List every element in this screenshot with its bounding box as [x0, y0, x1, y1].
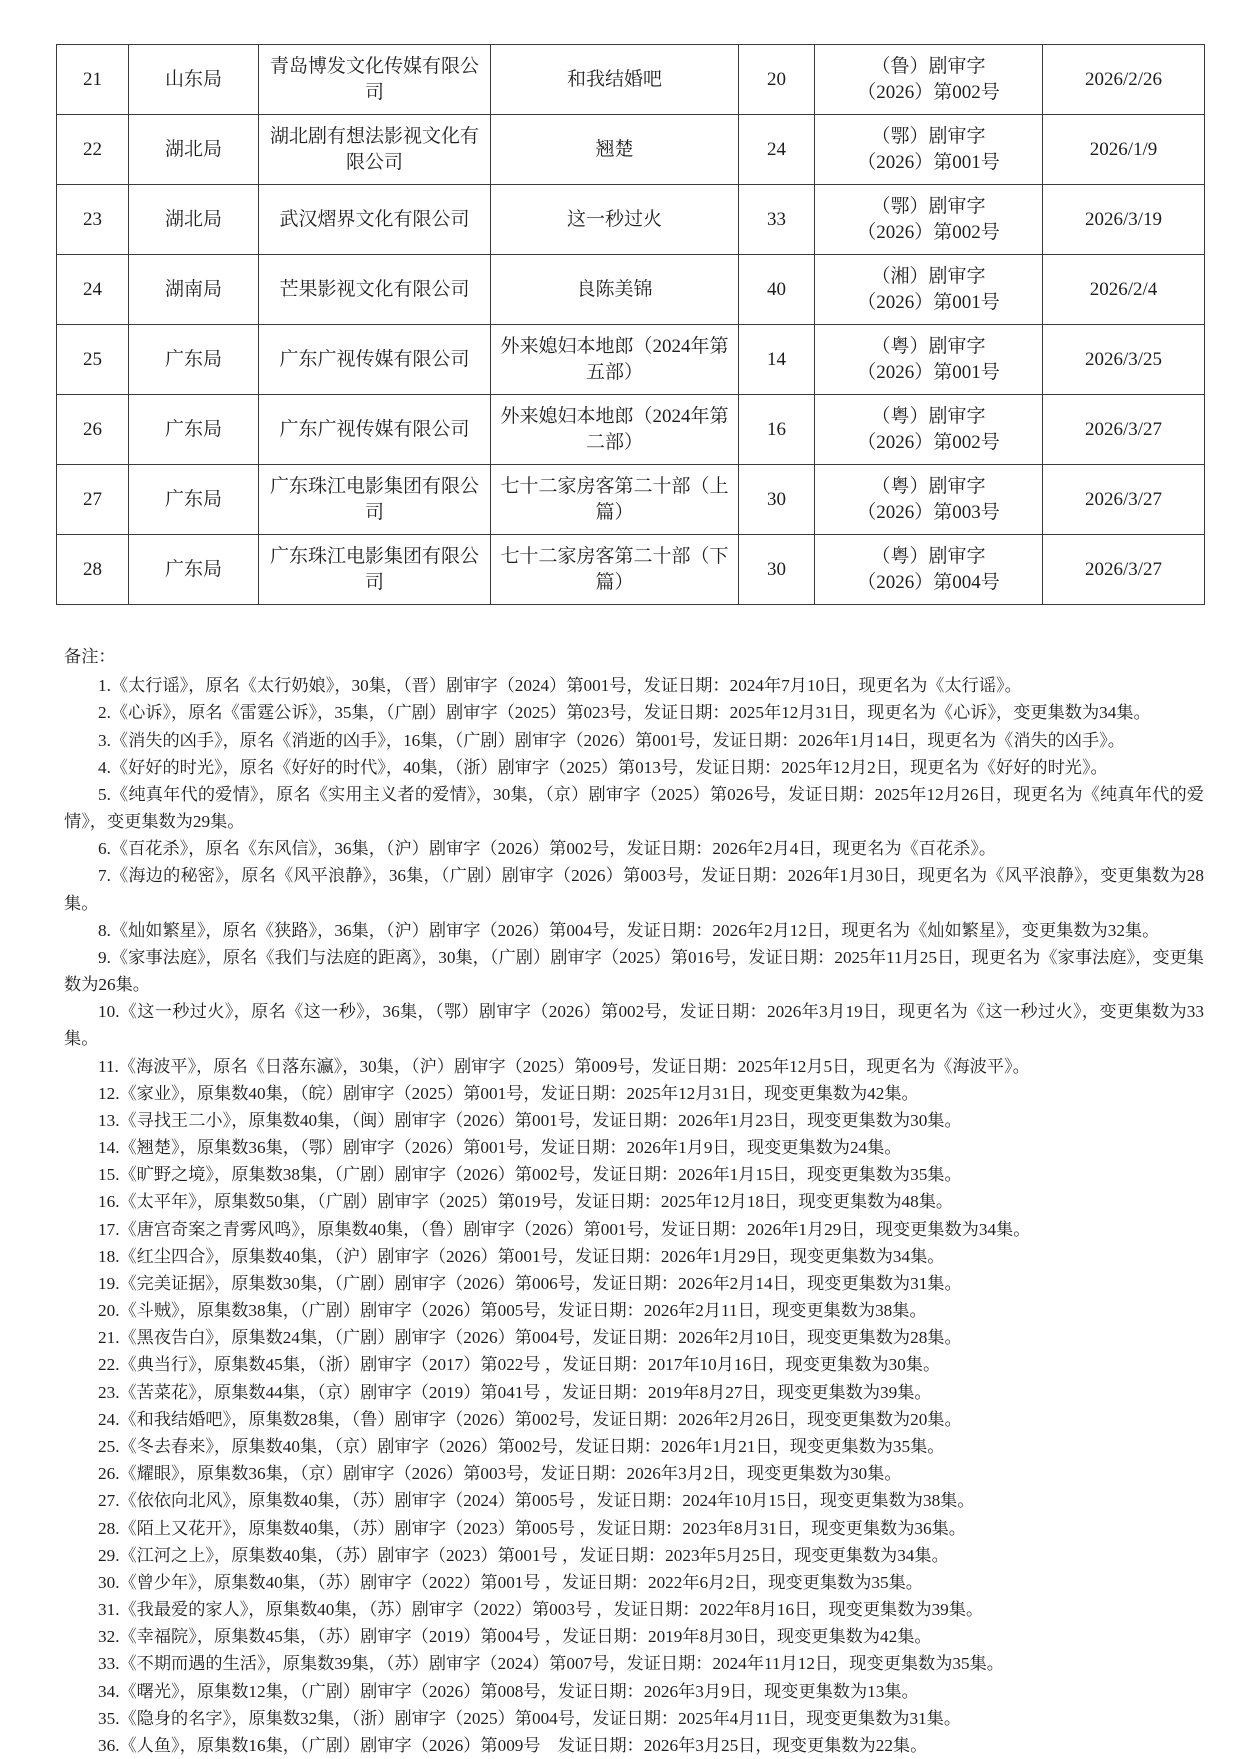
note-item: 21.《黑夜告白》，原集数24集，（广剧）剧审字（2026）第004号，发证日期：2026年2月10日，现变更集数为28集。 — [98, 1328, 962, 1348]
row-company: 湖北剧有想法影视文化有限公司 — [259, 115, 491, 185]
row-certificate-number — [815, 185, 1043, 255]
row-issue-date: 2026/3/27 — [1043, 395, 1205, 465]
row-title: 外来媳妇本地郎（2024年第二部） — [491, 395, 739, 465]
row-bureau: 湖北局 — [129, 185, 259, 255]
note-item: 2.《心诉》，原名《雷霆公诉》，35集，（广剧）剧审字（2025）第023号，发证日期：2025年12月31日，现更名为《心诉》，变更集数为34集。 — [98, 703, 1151, 723]
note-item: 22.《典当行》，原集数45集，（浙）剧审字（2017）第022号 ，发证日期：2017年10月16日，现变更集数为30集。 — [98, 1355, 941, 1375]
row-issue-date: 2026/3/27 — [1043, 535, 1205, 605]
note-item: 33.《不期而遇的生活》，原集数39集，（苏）剧审字（2024）第007号，发证日期：2024年11月12日，现变更集数为35集。 — [98, 1654, 1004, 1674]
row-issue-date: 2026/1/9 — [1043, 115, 1205, 185]
row-issue-date: 2026/2/4 — [1043, 255, 1205, 325]
row-certificate-number — [815, 115, 1043, 185]
row-issue-date: 2026/3/19 — [1043, 185, 1205, 255]
row-issue-date: 2026/2/26 — [1043, 45, 1205, 115]
note-item: 25.《冬去春来》，原集数40集，（京）剧审字（2026）第002号，发证日期：2026年1月21日，现变更集数为35集。 — [98, 1436, 945, 1456]
notes-heading: 备注： — [64, 647, 116, 666]
note-item: 20.《斗贼》，原集数38集，（广剧）剧审字（2026）第005号，发证日期：2026年2月11日，现变更集数为38集。 — [98, 1301, 927, 1321]
certificate-line-1: （粤）剧审字 — [871, 546, 986, 568]
certificate-line-2: （2026）第002号 — [857, 81, 1000, 103]
certificate-line-2: （2026）第003号 — [857, 501, 1000, 523]
note-item: 35.《隐身的名字》，原集数32集，（浙）剧审字（2025）第004号，发证日期：2025年4月11日，现变更集数为31集。 — [98, 1708, 962, 1728]
row-index: 22 — [57, 115, 129, 185]
certificate-line-1: （粤）剧审字 — [871, 406, 986, 428]
row-title: 和我结婚吧 — [491, 45, 739, 115]
note-item: 4.《好好的时光》，原名《好好的时代》，40集，（浙）剧审字（2025）第013号，发证日期：2025年12月2日，现更名为《好好的时光》。 — [98, 757, 1108, 777]
row-issue-date: 2026/3/27 — [1043, 465, 1205, 535]
note-item: 18.《红尘四合》，原集数40集，（沪）剧审字（2026）第001号，发证日期：2026年1月29日，现变更集数为34集。 — [98, 1246, 945, 1266]
certificate-line-1: （粤）剧审字 — [871, 336, 986, 358]
note-item: 13.《寻找王二小》，原集数40集，（闽）剧审字（2026）第001号，发证日期：2026年1月23日，现变更集数为30集。 — [98, 1110, 962, 1130]
note-item: 36.《人鱼》，原集数16集，（广剧）剧审字（2026）第009号 发证日期：2026年3月25日，现变更集数为22集。 — [98, 1735, 928, 1755]
note-item: 17.《唐宫奇案之青雾风鸣》，原集数40集，（鲁）剧审字（2026）第001号，发证日期：2026年1月29日，现变更集数为34集。 — [98, 1219, 1031, 1239]
certificate-line-2: （2026）第004号 — [857, 571, 1000, 593]
row-company: 青岛博发文化传媒有限公司 — [259, 45, 491, 115]
note-item: 23.《苦菜花》，原集数44集，（京）剧审字（2019）第041号 ，发证日期：2019年8月27日，现变更集数为39集。 — [98, 1382, 932, 1402]
note-item: 12.《家业》，原集数40集，（皖）剧审字（2025）第001号，发证日期：2025年12月31日，现变更集数为42集。 — [98, 1083, 919, 1103]
row-episodes: 30 — [739, 535, 815, 605]
note-item: 32.《幸福院》，原集数45集，（苏）剧审字（2019）第004号 ，发证日期：2019年8月30日，现变更集数为42集。 — [98, 1627, 932, 1647]
table-row — [57, 115, 1205, 185]
row-bureau: 湖南局 — [129, 255, 259, 325]
notes-section — [56, 643, 1204, 1759]
table-row — [57, 465, 1205, 535]
row-episodes: 20 — [739, 45, 815, 115]
certificate-line-2: （2026）第001号 — [857, 291, 1000, 313]
row-company: 武汉熠界文化有限公司 — [259, 185, 491, 255]
certificate-line-2: （2026）第001号 — [857, 151, 1000, 173]
row-index: 24 — [57, 255, 129, 325]
row-company: 芒果影视文化有限公司 — [259, 255, 491, 325]
row-bureau: 广东局 — [129, 535, 259, 605]
row-certificate-number — [815, 395, 1043, 465]
table-row — [57, 535, 1205, 605]
note-item: 30.《曾少年》，原集数40集，（苏）剧审字（2022）第001号 ，发证日期：2022年6月2日，现变更集数为35集。 — [98, 1572, 923, 1592]
certificate-line-1: （鄂）剧审字 — [871, 196, 986, 218]
certificate-line-1: （鄂）剧审字 — [871, 126, 986, 148]
row-certificate-number — [815, 325, 1043, 395]
row-index: 28 — [57, 535, 129, 605]
certificate-line-1: （湘）剧审字 — [871, 266, 986, 288]
table-row — [57, 185, 1205, 255]
row-bureau: 广东局 — [129, 465, 259, 535]
row-bureau: 广东局 — [129, 325, 259, 395]
row-company: 广东珠江电影集团有限公司 — [259, 535, 491, 605]
row-company: 广东广视传媒有限公司 — [259, 325, 491, 395]
table-row — [57, 395, 1205, 465]
row-title: 翘楚 — [491, 115, 739, 185]
row-certificate-number — [815, 255, 1043, 325]
note-item: 3.《消失的凶手》，原名《消逝的凶手》，16集，（广剧）剧审字（2026）第001号，发证日期：2026年1月14日，现更名为《消失的凶手》。 — [98, 730, 1125, 750]
row-index: 21 — [57, 45, 129, 115]
row-certificate-number — [815, 45, 1043, 115]
row-title: 外来媳妇本地郎（2024年第五部） — [491, 325, 739, 395]
row-bureau: 山东局 — [129, 45, 259, 115]
note-item: 9.《家事法庭》，原名《我们与法庭的距离》，30集，（广剧）剧审字（2025）第016号，发证日期：2025年11月25日，现更名为《家事法庭》，变更集数为26集。 — [64, 947, 1204, 995]
note-item: 24.《和我结婚吧》，原集数28集，（鲁）剧审字（2026）第002号，发证日期：2026年2月26日，现变更集数为20集。 — [98, 1409, 962, 1429]
note-item: 14.《翘楚》，原集数36集，（鄂）剧审字（2026）第001号，发证日期：2026年1月9日，现变更集数为24集。 — [98, 1138, 902, 1158]
row-episodes: 24 — [739, 115, 815, 185]
certificate-line-1: （粤）剧审字 — [871, 476, 986, 498]
row-issue-date: 2026/3/25 — [1043, 325, 1205, 395]
note-item: 31.《我最爱的家人》，原集数40集，（苏）剧审字（2022）第003号 ，发证日期：2022年8月16日，现变更集数为39集。 — [98, 1600, 984, 1620]
note-item: 16.《太平年》，原集数50集，（广剧）剧审字（2025）第019号，发证日期：2025年12月18日，现变更集数为48集。 — [98, 1192, 954, 1212]
note-item: 34.《曙光》，原集数12集，（广剧）剧审字（2026）第008号，发证日期：2026年3月9日，现变更集数为13集。 — [98, 1681, 919, 1701]
certificate-line-2: （2026）第002号 — [857, 431, 1000, 453]
row-company: 广东珠江电影集团有限公司 — [259, 465, 491, 535]
note-item: 6.《百花杀》，原名《东风信》，36集，（沪）剧审字（2026）第002号，发证日期：2026年2月4日，现更名为《百花杀》。 — [98, 839, 997, 859]
row-episodes: 33 — [739, 185, 815, 255]
row-index: 23 — [57, 185, 129, 255]
row-bureau: 广东局 — [129, 395, 259, 465]
row-episodes: 40 — [739, 255, 815, 325]
note-item: 10.《这一秒过火》，原名《这一秒》，36集，（鄂）剧审字（2026）第002号，发证日期：2026年3月19日，现更名为《这一秒过火》，变更集数为33集。 — [64, 1002, 1204, 1049]
row-episodes: 14 — [739, 325, 815, 395]
row-title: 良陈美锦 — [491, 255, 739, 325]
certificate-line-1: （鲁）剧审字 — [871, 56, 986, 78]
note-item: 1.《太行谣》，原名《太行奶娘》，30集，（晋）剧审字（2024）第001号，发证日期：2024年7月10日，现更名为《太行谣》。 — [98, 676, 1022, 696]
row-episodes: 30 — [739, 465, 815, 535]
row-index: 26 — [57, 395, 129, 465]
row-certificate-number — [815, 535, 1043, 605]
row-certificate-number — [815, 465, 1043, 535]
note-item: 11.《海波平》，原名《日落东瀛》，30集，（沪）剧审字（2025）第009号，发证日期：2025年12月5日，现更名为《海波平》。 — [98, 1056, 1030, 1076]
row-index: 25 — [57, 325, 129, 395]
row-title: 七十二家房客第二十部（上篇） — [491, 465, 739, 535]
registration-table — [56, 44, 1205, 605]
note-item: 7.《海边的秘密》，原名《风平浪静》，36集，（广剧）剧审字（2026）第003号，发证日期：2026年1月30日，现更名为《风平浪静》，变更集数为28集。 — [64, 866, 1204, 913]
table-row — [57, 325, 1205, 395]
row-title: 七十二家房客第二十部（下篇） — [491, 535, 739, 605]
note-item: 28.《陌上又花开》，原集数40集，（苏）剧审字（2023）第005号 ，发证日期：2023年8月31日，现变更集数为36集。 — [98, 1518, 966, 1538]
note-item: 19.《完美证据》，原集数30集，（广剧）剧审字（2026）第006号，发证日期：2026年2月14日，现变更集数为31集。 — [98, 1273, 962, 1293]
row-episodes: 16 — [739, 395, 815, 465]
note-item: 29.《江河之上》，原集数40集，（苏）剧审字（2023）第001号 ，发证日期：2023年5月25日，现变更集数为34集。 — [98, 1545, 949, 1565]
row-bureau: 湖北局 — [129, 115, 259, 185]
note-item: 5.《纯真年代的爱情》，原名《实用主义者的爱情》，30集，（京）剧审字（2025）第026号，发证日期：2025年12月26日，现更名为《纯真年代的爱情》，变更集数为29集。 — [64, 784, 1204, 832]
note-item: 27.《依依向北风》，原集数40集，（苏）剧审字（2024）第005号 ，发证日期：2024年10月15日，现变更集数为38集。 — [98, 1491, 975, 1511]
certificate-line-2: （2026）第001号 — [857, 361, 1000, 383]
note-item: 26.《耀眼》，原集数36集，（京）剧审字（2026）第003号，发证日期：2026年3月2日，现变更集数为30集。 — [98, 1464, 902, 1484]
table-row — [57, 45, 1205, 115]
certificate-line-2: （2026）第002号 — [857, 221, 1000, 243]
note-item: 15.《旷野之境》，原集数38集，（广剧）剧审字（2026）第002号，发证日期：2026年1月15日，现变更集数为35集。 — [98, 1165, 962, 1185]
row-index: 27 — [57, 465, 129, 535]
note-item: 8.《灿如繁星》，原名《狭路》，36集，（沪）剧审字（2026）第004号，发证日期：2026年2月12日，现更名为《灿如繁星》，变更集数为32集。 — [98, 920, 1160, 940]
row-company: 广东广视传媒有限公司 — [259, 395, 491, 465]
row-title: 这一秒过火 — [491, 185, 739, 255]
table-row — [57, 255, 1205, 325]
